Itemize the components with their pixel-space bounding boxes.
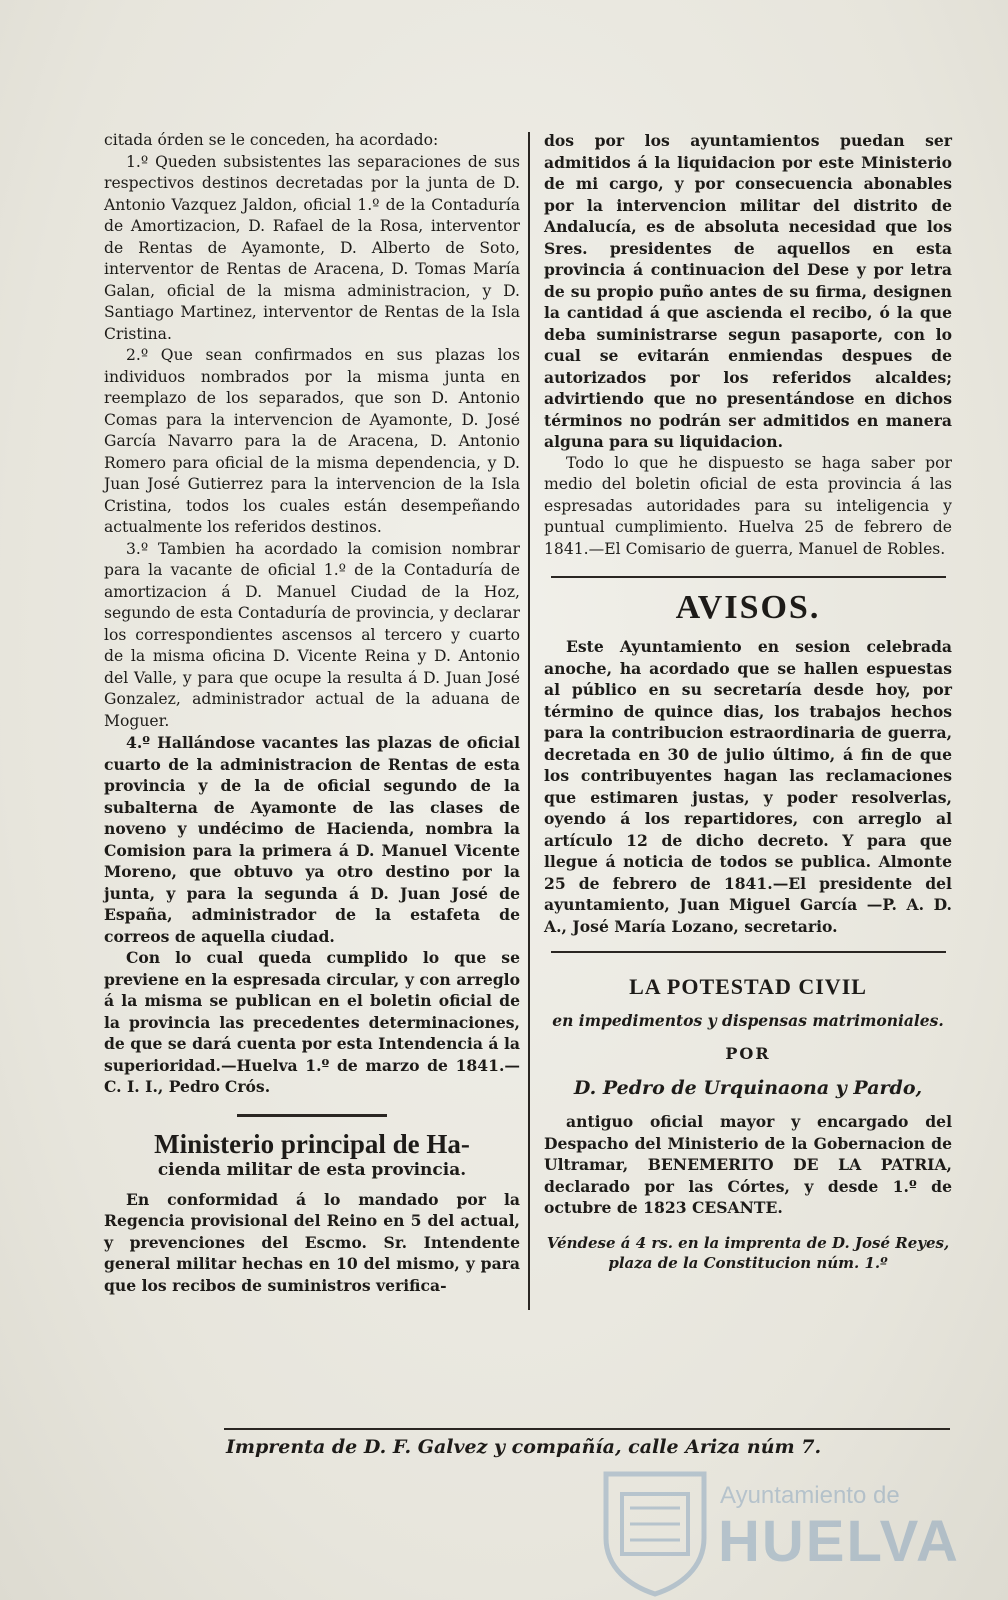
paragraph-item-3: 3.º Tambien ha acordado la comision nombrar para la vacante de oficial 1.º de la Contaduría de amortizacion á D. Manuel Ciudad de la Hoz, segundo de esta Contaduría de provincia, y declarar los correspondientes ascensos al tercero y cuarto de la misma oficina D. Vicente Reina y D. Antonio del Valle, y para que ocupe la resulta á D. Juan José Gonzalez, administrador actual de la aduana de Moguer. [104,539,520,730]
book-author: D. Pedro de Urquinaona y Pardo, [573,1077,923,1099]
section-divider [551,576,946,578]
sale-note: Véndese á 4 rs. en la imprenta de D. José Reyes, plaza de la Constitucion núm. 1.º [546,1233,950,1272]
avisos-heading: AVISOS. [675,589,821,626]
paragraph-item-1: 1.º Queden subsistentes las separaciones de sus respectivos destinos decretadas por la junta de D. Antonio Vazquez Jaldon, oficial 1.º de la Contaduría de Amortizacion, D. Rafael de la Rosa, interventor de Rentas de Ayamonte, D. Alberto de Soto, interventor de Rentas de Aracena, D. Tomas María Galan, oficial de la misma administracion, y D. Santiago Martinez, interventor de Rentas de la Isla Cristina. [104,152,520,343]
paragraph-continuation: dos por los ayuntamientos puedan ser admitidos á la liquidacion por este Ministerio de mi cargo, y por consecuencia abonables por la intervencion militar del distrito de Andalucía, es de absoluta necesidad que los Sres. presidentes de aquellos en esta provincia á continuacion del Dese y por letra de su propio puño antes de su firma, designen la cantidad á que ascienda el recibo, ó la que deba suministrarse segun pasaporte, con lo cual se evitarán enmiendas despues de autorizados por los referidos alcaldes; advirtiendo que no presentándose en dichos términos no podrán ser admitidos en manera alguna para su liquidacion. [544,131,952,451]
book-subtitle: en impedimentos y dispensas matrimoniales. [552,1011,944,1030]
left-column [104,130,520,1296]
watermark-line-1: Ayuntamiento de [720,1482,900,1509]
imprint-line: Imprenta de D. F. Galvez y compañía, calle Ariza núm 7. [226,1436,822,1458]
footer-rule [224,1428,950,1430]
book-author-description: antiguo oficial mayor y encargado del Despacho del Ministerio de la Gobernacion de Ultramar, BENEMERITO DE LA PATRIA, declarado por las Córtes, y desde 1.º de octubre de 1823 CESANTE. [544,1112,952,1217]
aviso-paragraph: Este Ayuntamiento en sesion celebrada anoche, ha acordado que se hallen espuestas al público en su secretaría desde hoy, por término de quince dias, los trabajos hechos para la contribucion estraordinaria de guerra, decretada en 30 de julio último, á fin de que los contribuyentes hagan las reclamaciones que estimaren justas, y poder resolverlas, oyendo á los repartidores, con arreglo al artículo 12 de dicho decreto. Y para que llegue á noticia de todos se publica. Almonte 25 de febrero de 1841.—El presidente del ayuntamiento, Juan Miguel García —P. A. D. A., José María Lozano, secretario. [544,637,952,936]
section-divider [551,951,946,953]
book-title: LA POTESTAD CIVIL [629,974,867,999]
section-divider [237,1114,387,1117]
column-rule [528,132,530,1310]
watermark [600,1460,960,1600]
paragraph-intro: citada órden se le conceden, ha acordado: [104,131,439,149]
paragraph-order: Todo lo que he dispuesto se haga saber por medio del boletin oficial de esta provincia á las espresadas autoridades para su inteligencia y puntual cumplimiento. Huelva 25 de febrero de 1841.—El Comisario de guerra, Manuel de Robles. [544,453,952,558]
ministerio-heading: Ministerio principal de Ha- [154,1128,470,1159]
ministerio-paragraph: En conformidad á lo mandado por la Regencia provisional del Reino en 5 del actual, y prevenciones del Escmo. Sr. Intendente general militar hechas en 10 del mismo, y para que los recibos de suministros verifica- [104,1189,520,1295]
right-column [544,130,952,1273]
shield-icon [600,1468,710,1598]
paragraph-item-4: 4.º Hallándose vacantes las plazas de oficial cuarto de la administracion de Rentas de esta provincia y de la de oficial segundo de la subalterna de Ayamonte de las clases de noveno y undécimo de Hacienda, nombra la Comision para la primera á D. Manuel Vicente Moreno, que obtuvo ya otro destino por la junta, y para la segunda á D. Juan José de España, administrador de la estafeta de correos de aquella ciudad. [104,733,520,946]
watermark-line-2: HUELVA [718,1509,960,1574]
paragraph-item-2: 2.º Que sean confirmados en sus plazas los individuos nombrados por la misma junta en reemplazo de los separados, que son D. Antonio Comas para la intervencion de Ayamonte, D. José García Navarro para la de Aracena, D. Antonio Romero para oficial de la misma dependencia, y D. Juan José Gutierrez para la intervencion de la Isla Cristina, todos los cuales están desempeñando actualmente los referidos destinos. [104,346,520,536]
paragraph-closing: Con lo cual queda cumplido lo que se previene en la espresada circular, y con arreglo á la misma se publican en el boletin oficial de la provincia las precedentes determinaciones, de que se dará cuenta por esta Intendencia á la superioridad.—Huelva 1.º de marzo de 1841.—C. I. I., Pedro Crós. [104,948,520,1096]
book-por: POR [725,1044,771,1063]
ministerio-subheading: cienda militar de esta provincia. [157,1159,467,1180]
